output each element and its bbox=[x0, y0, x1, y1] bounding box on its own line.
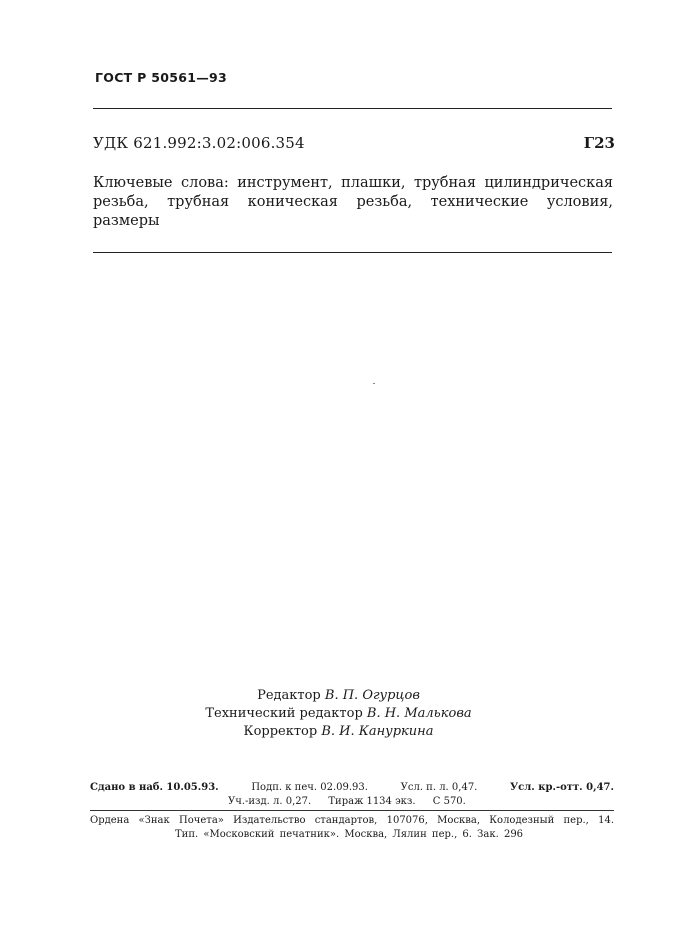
circulation: Тираж 1134 экз. bbox=[328, 796, 416, 807]
divider-imprint bbox=[90, 810, 614, 811]
print-info-block bbox=[90, 781, 614, 809]
publisher-line-2: Тип. «Московский печатник». Москва, Лялин пер., 6. Зак. 296 bbox=[175, 829, 524, 840]
publisher-sheets: Уч.-изд. л. 0,27. bbox=[228, 796, 312, 807]
credit-person: В. П. Огурцов bbox=[324, 688, 420, 703]
signed-date: Подп. к печ. 02.09.93. bbox=[251, 782, 368, 793]
credit-role: Редактор bbox=[257, 688, 321, 703]
publisher-block bbox=[90, 814, 614, 842]
credit-person: В. Н. Малькова bbox=[366, 706, 472, 721]
order-number: С 570. bbox=[432, 796, 466, 807]
credits-block bbox=[0, 687, 677, 741]
color-prints: Усл. кр.-отт. 0,47. bbox=[510, 782, 614, 793]
divider-top bbox=[93, 108, 612, 109]
credit-editor bbox=[0, 687, 677, 705]
credit-proofreader bbox=[0, 723, 677, 741]
scan-speck bbox=[373, 383, 375, 384]
submitted-date: Сдано в наб. 10.05.93. bbox=[90, 782, 219, 793]
udk-code: УДК 621.992:3.02:006.354 bbox=[93, 134, 305, 152]
standard-code: ГОСТ Р 50561—93 bbox=[95, 70, 228, 85]
print-info-line-2 bbox=[90, 795, 614, 809]
publisher-line-1: Ордена «Знак Почета» Издательство стандартов, 107076, Москва, Колодезный пер., 14. bbox=[90, 815, 614, 826]
group-code: Г23 bbox=[583, 134, 615, 152]
keywords-paragraph: Ключевые слова: инструмент, плашки, трубная цилиндрическая резьба, трубная коническая резьба, технические условия, размеры bbox=[93, 175, 613, 229]
credit-role: Корректор bbox=[243, 724, 318, 739]
print-sheets: Усл. п. л. 0,47. bbox=[400, 782, 478, 793]
credit-role: Технический редактор bbox=[205, 706, 363, 721]
print-info-line-1 bbox=[90, 781, 614, 795]
credit-tech-editor bbox=[0, 705, 677, 723]
credit-person: В. И. Кануркина bbox=[321, 724, 434, 739]
divider-keywords bbox=[93, 252, 612, 253]
